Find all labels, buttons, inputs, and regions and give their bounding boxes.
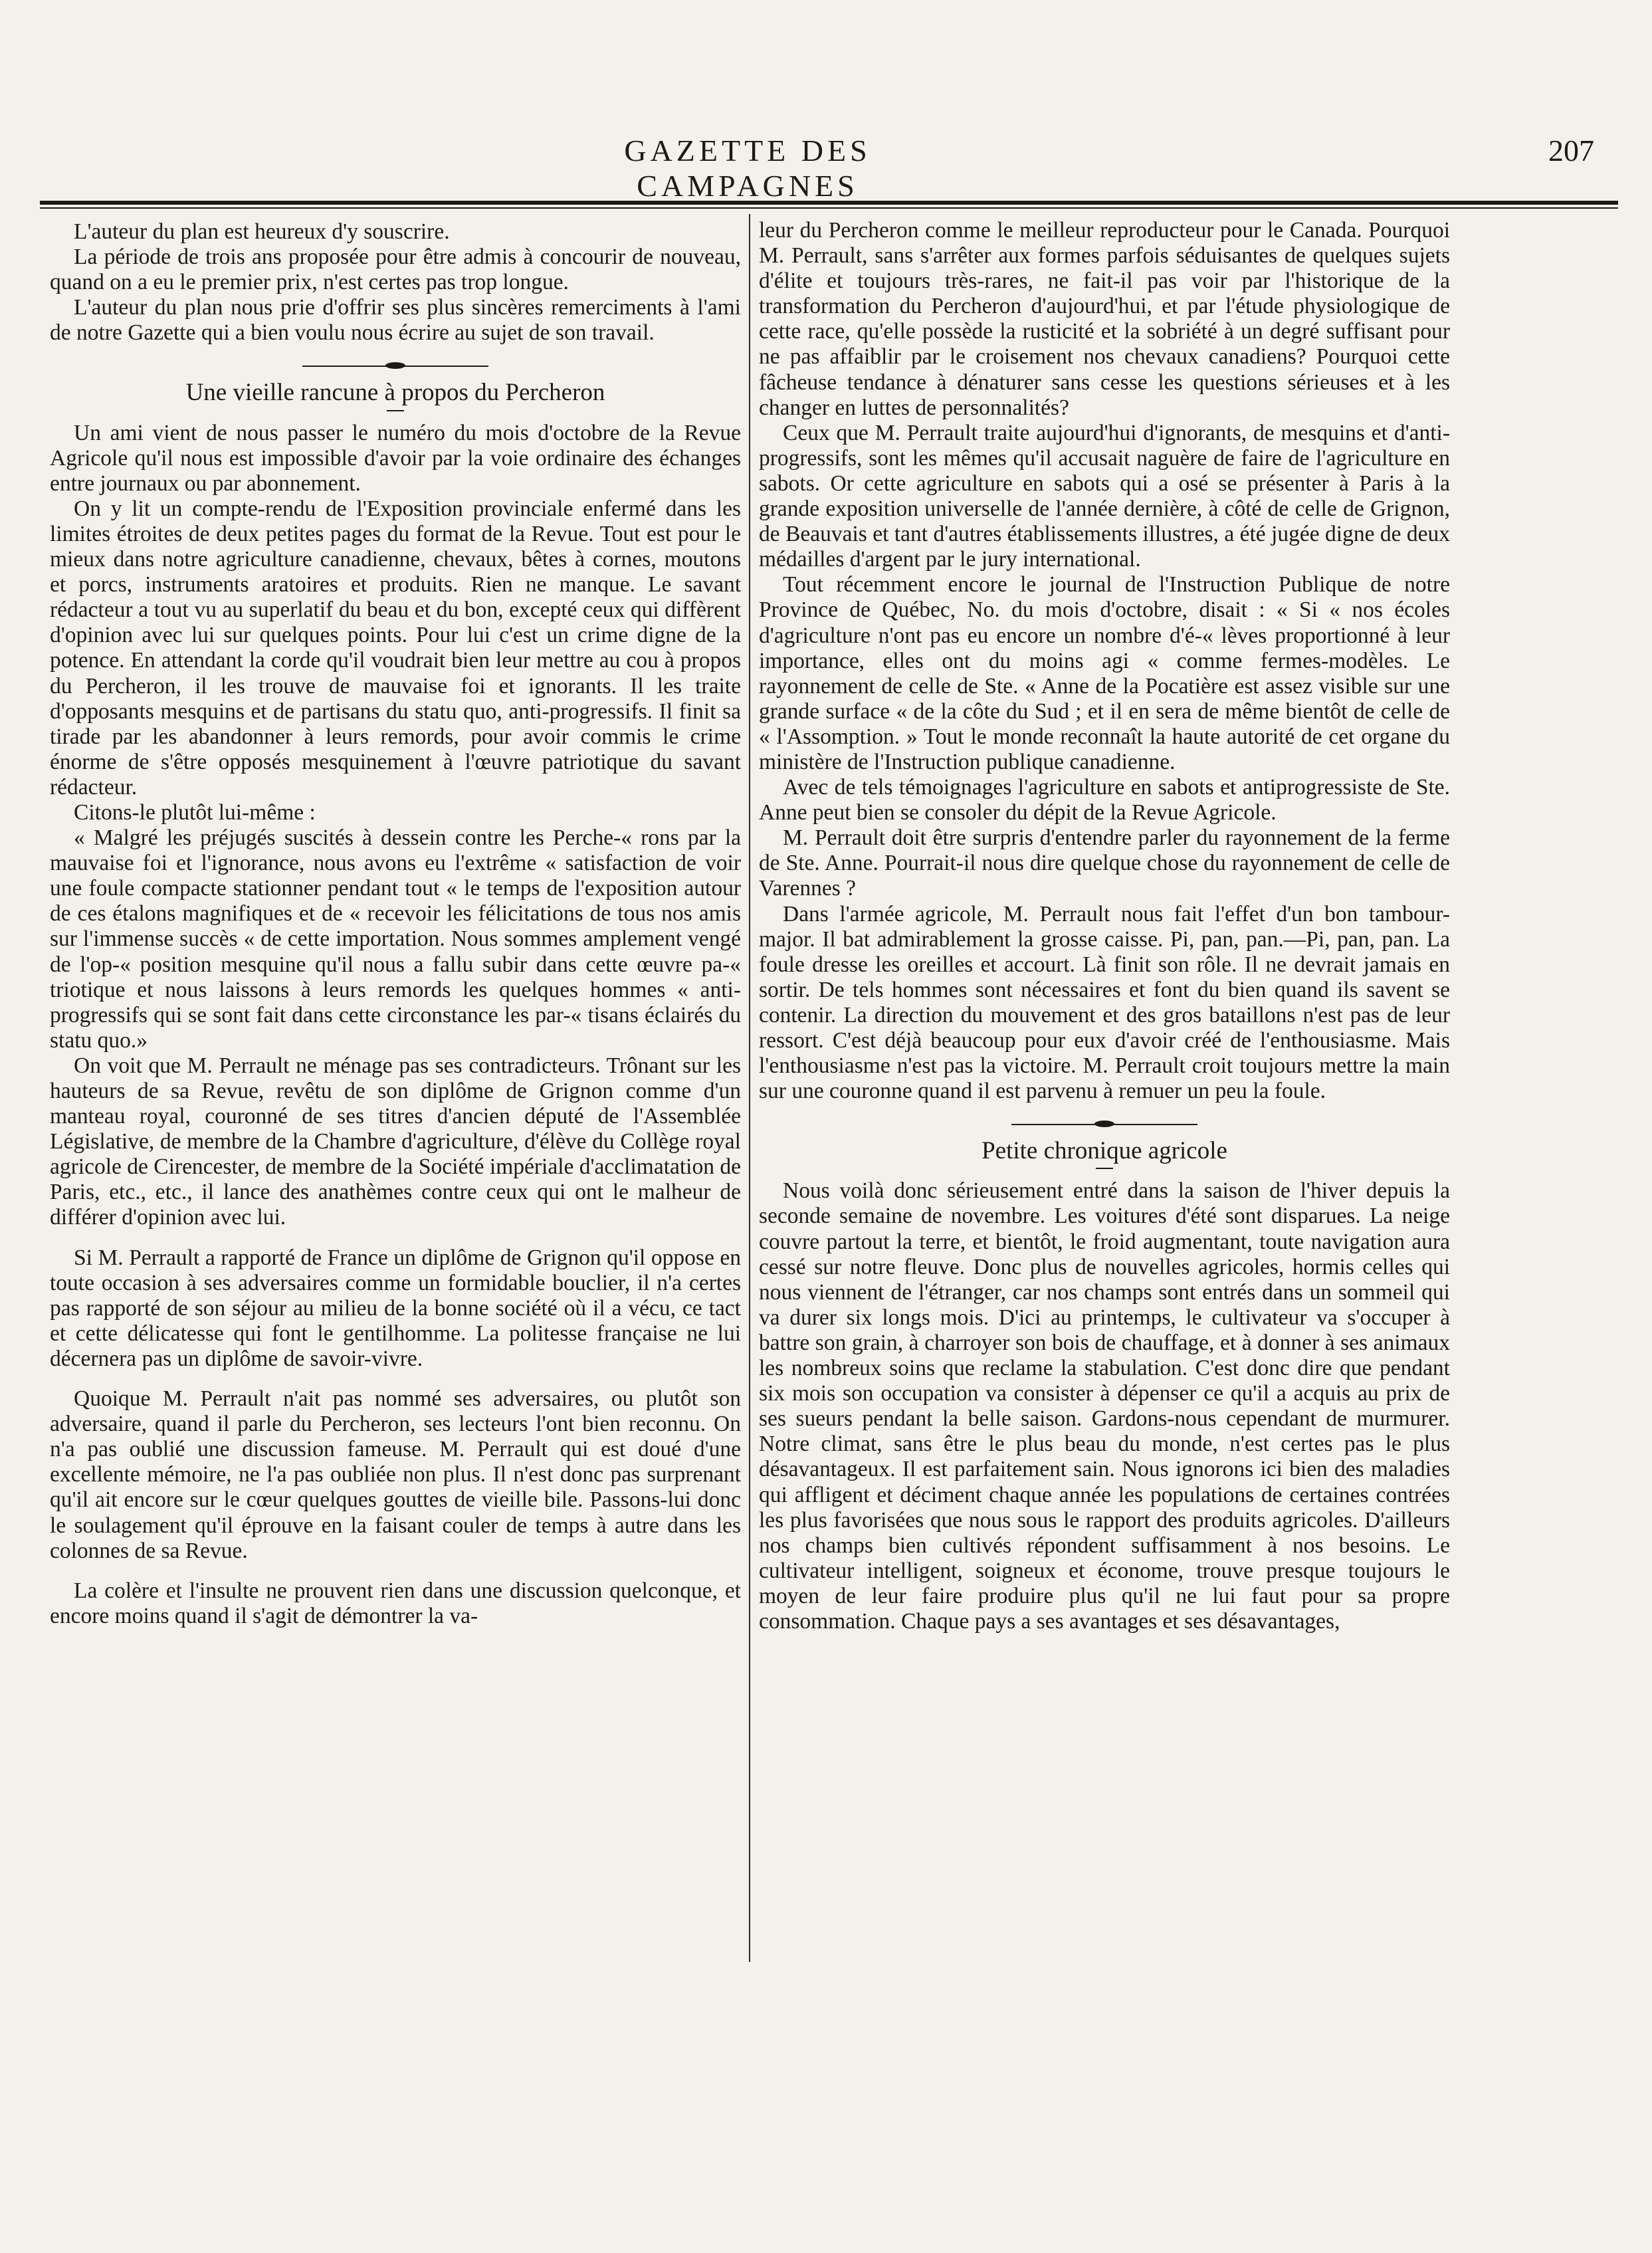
paragraph: Citons-le plutôt lui-même : [74,800,316,825]
section-title: Petite chronique agricole [981,1137,1227,1165]
paragraph: Un ami vient de nous passer le numéro du mois d'octobre de la Revue Agricole qu'il nous est impossible d'avoir par la voie ordinaire des échanges entre journaux ou par abonnement. [50,420,741,496]
header-rule-thick [40,201,1618,205]
paragraph: L'auteur du plan est heureux d'y souscrire. [74,219,450,244]
section-title: Une vieille rancune à propos du Percheron [185,379,605,407]
header-rule-thin [40,207,1618,209]
column-divider [749,214,750,1962]
ornament-icon [1094,1121,1114,1127]
spacer [50,1231,741,1245]
section-divider [302,366,488,367]
heading-dash [1096,1168,1113,1169]
paragraph: Nous voilà donc sérieusement entré dans la saison de l'hiver depuis la seconde semaine de novembre. Les voitures d'été sont disparues. La neige couvre partout la terre, et bientôt, le froid augmentant, toute navigation aura cessé sur notre fleuve. Donc plus de nouvelles agricoles, hormis celles qui nous viennent de l'étranger, car nos champs sont entrés dans un sommeil qui va durer six longs mois. D'ici au printemps, le cultivateur va s'occuper à battre son grain, à charroyer son bois de chauffage, et à donner à ses animaux les nombreux soins que reclame la stabulation. C'est donc dire que pendant six mois son occupation va consister à dépenser ce qu'il a acquis au prix de ses sueurs pendant la belle saison. Gardons-nous cependant de murmurer. Notre climat, sans être le plus beau du monde, n'est certes pas le plus désavantageux. Il est parfaitement sain. Nous ignorons ici bien des maladies qui affligent et déciment chaque année les populations de certaines contrées les plus favorisées que nous sous le rapport des produits agricoles. D'ailleurs nos champs bien cultivés répondent suffisamment à nos besoins. Le cultivateur intelligent, soigneux et économe, trouve presque toujours le moyen de leur faire produire plus qu'il ne lui faut pour sa propre consommation. Chaque pays a ses avantages et ses désavantages, [759,1178,1450,1634]
quotation: « Malgré les préjugés suscités à dessein contre les Perche-« rons par la mauvaise foi et l'ignorance, nous avons eu l'extrême « satisfaction de voir une foule compacte stationner pendant tout « le temps de l'exposition autour de ces étalons magnifiques et de « recevoir les félicitations de tous nos amis sur l'immense succès « de cette importation. Nous sommes amplement vengé de l'op-« position mesquine qu'il nous a fallu subir dans cette œuvre pa-« triotique et nous laissons à leurs remords les quelques hommes « anti-progressifs qui se sont fait dans cette circonstance les par-« tisans éclairés du statu quo.» [50,825,741,1053]
paragraph: Si M. Perrault a rapporté de France un diplôme de Grignon qu'il oppose en toute occasion à ses adversaires comme un formidable bouclier, il n'a certes pas rapporté de son séjour au milieu de la bonne société où il a vécu, ce tact et cette délicatesse qui font le gentilhomme. La politesse française ne lui décernera pas un diplôme de savoir-vivre. [50,1245,741,1371]
section-divider [1011,1124,1197,1125]
spacer [50,1564,741,1578]
paragraph: M. Perrault doit être surpris d'entendre parler du rayonnement de la ferme de Ste. Anne. Pourrait-il nous dire quelque chose du rayonnement de celle de Varennes ? [759,825,1450,901]
heading-dash [387,410,404,411]
left-column [50,219,741,1629]
paragraph: La période de trois ans proposée pour être admis à concourir de nouveau, quand on a eu le premier prix, n'est certes pas trop longue. [50,245,741,295]
paragraph: On y lit un compte-rendu de l'Exposition provinciale enfermé dans les limites étroites de deux petites pages du format de la Revue. Tout est pour le mieux dans notre agriculture canadienne, chevaux, bêtes à cornes, moutons et porcs, instruments aratoires et produits. Rien ne manque. Le savant rédacteur a tout vu au superlatif du beau et du bon, excepté ceux qui diffèrent d'opinion avec lui sur quelques points. Pour lui c'est un crime digne de la potence. En attendant la corde qu'il voudrait bien leur mettre au cou à propos du Percheron, il les trouve de mauvaise foi et ignorants. Il les traite d'opposants mesquins et de partisans du statu quo, anti-progressifs. Il finit sa tirade par les abandonner à leurs remords, pour avoir commis le crime énorme de s'être opposés mesquinement à l'œuvre patriotique du savant rédacteur. [50,496,741,800]
newspaper-title: GAZETTE DES CAMPAGNES [624,134,871,203]
paragraph: L'auteur du plan nous prie d'offrir ses plus sincères remerciments à l'ami de notre Gazette qui a bien voulu nous écrire au sujet de son travail. [50,295,741,346]
paragraph: La colère et l'insulte ne prouvent rien dans une discussion quelconque, et encore moins quand il s'agit de démontrer la va- [50,1578,741,1628]
paragraph: leur du Percheron comme le meilleur reproducteur pour le Canada. Pourquoi M. Perrault, sans s'arrêter aux formes parfois séduisantes de quelques sujets d'élite et toujours très-rares, ne fait-il pas voir par l'historique de la transformation du Percheron d'aujourd'hui, et par l'étude physiologique de cette race, qu'elle possède la rusticité et la sobriété à un degré suffisant pour ne pas affaiblir par le croisement nos chevaux canadiens? Pourquoi cette fâcheuse tendance à dénaturer sans cesse les questions sérieuses et à les changer en luttes de personnalités? [759,218,1450,420]
paragraph: Dans l'armée agricole, M. Perrault nous fait l'effet d'un bon tambour-major. Il bat admirablement la grosse caisse. Pi, pan, pan.—Pi, pan, pan. La foule dresse les oreilles et accourt. Là finit son rôle. Il ne devrait jamais en sortir. De tels hommes sont nécessaires et font du bien quand ils savent se contenir. La direction du mouvement et des gros bataillons n'est pas de leur ressort. C'est déjà beaucoup pour eux d'avoir créé de l'enthousiasme. Mais l'enthousiasme n'est pas la victoire. M. Perrault croit toujours mettre la main sur une couronne quand il est parvenu à remuer un peu la foule. [759,901,1450,1104]
paragraph: Tout récemment encore le journal de l'Instruction Publique de notre Province de Québec, No. du mois d'octobre, disait : « Si « nos écoles d'agriculture n'ont pas eu encore un nombre d'é-« lèves proportionné à leur importance, elles ont du moins agi « comme fermes-modèles. Le rayonnement de celle de Ste. « Anne de la Pocatière est assez visible sur une grande surface « de la côte du Sud ; et il en sera de même bientôt de celle de « l'Assomption. » Tout le monde reconnaît la haute autorité de cet organe du ministère de l'Instruction publique canadienne. [759,572,1450,774]
paragraph: Quoique M. Perrault n'ait pas nommé ses adversaires, ou plutôt son adversaire, quand il parle du Percheron, ses lecteurs l'ont bien reconnu. On n'a pas oublié une discussion fameuse. M. Perrault qui est doué d'une excellente mémoire, ne l'a pas oubliée non plus. Il n'est donc pas surprenant qu'il ait encore sur le cœur quelques gouttes de vieille bile. Passons-lui donc le soulagement qu'il éprouve en la faisant couler de temps à autre dans les colonnes de sa Revue. [50,1386,741,1563]
page-number: 207 [1548,134,1594,167]
paragraph: Avec de tels témoignages l'agriculture en sabots et antiprogressiste de Ste. Anne peut bien se consoler du dépit de la Revue Agricole. [759,775,1450,825]
spacer [50,1372,741,1386]
paragraph: On voit que M. Perrault ne ménage pas ses contradicteurs. Trônant sur les hauteurs de sa Revue, revêtu de son diplôme de Grignon comme d'un manteau royal, couronné de ses titres d'ancien député de l'Assemblée Législative, de membre de la Chambre d'agriculture, d'élève du Collège royal agricole de Cirencester, de membre de la Société impériale d'acclimatation de Paris, etc., etc., il lance des anathèmes contre ceux qui ont le malheur de différer d'opinion avec lui. [50,1053,741,1230]
ornament-icon [385,362,405,369]
paragraph: Ceux que M. Perrault traite aujourd'hui d'ignorants, de mesquins et d'anti-progressifs, sont les mêmes qu'il accusait naguère de faire de l'agriculture en sabots. Or cette agriculture en sabots qui a osé se présenter à Paris à la grande exposition universelle de l'année dernière, à côté de celle de Grignon, de Beauvais et tant d'autres établissements illustres, a été jugée digne de deux médailles d'argent par le jury international. [759,420,1450,572]
page-header [0,133,1652,203]
right-column [759,218,1450,1634]
